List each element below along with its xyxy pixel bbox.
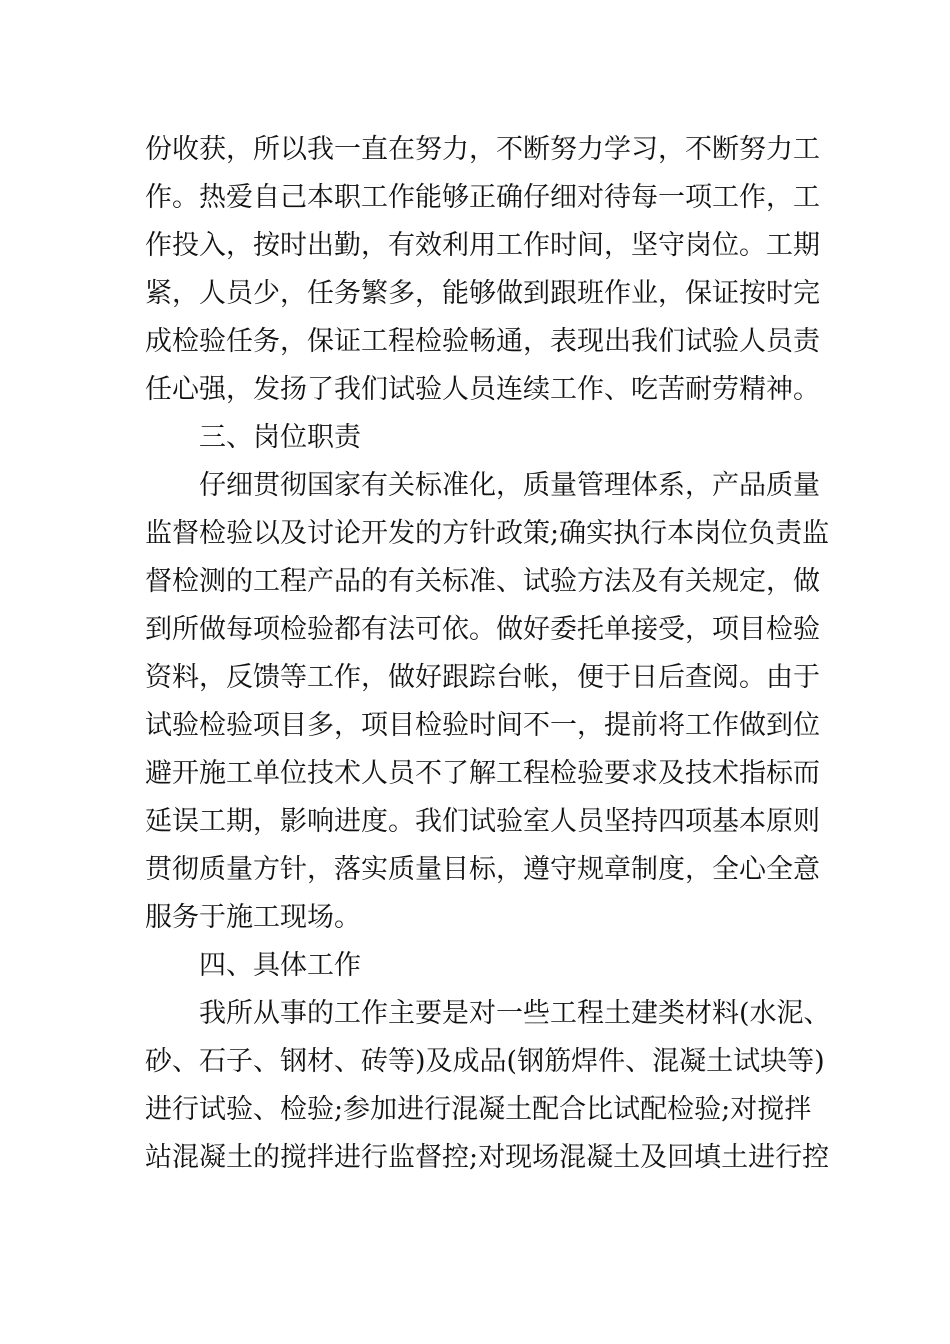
paragraph-2-line-6: 试验检验项目多，项目检验时间不一，提前将工作做到位 [145, 710, 820, 741]
paragraph-1-line-1: 份收获，所以我一直在努力，不断努力学习，不断努力工 [145, 134, 820, 165]
paragraph-3-line-2: 砂、石子、钢材、砖等)及成品(钢筋焊件、混凝土试块等) [145, 1046, 825, 1077]
paragraph-2-line-1: 仔细贯彻国家有关标准化，质量管理体系，产品质量 [199, 470, 820, 501]
paragraph-2-line-2: 监督检验以及讨论开发的方针政策;确实执行本岗位负责监 [145, 518, 830, 549]
paragraph-2-line-10: 服务于施工现场。 [145, 902, 361, 933]
paragraph-2-line-3: 督检测的工程产品的有关标准、试验方法及有关规定，做 [145, 566, 820, 597]
section-heading-3: 三、岗位职责 [199, 422, 361, 453]
paragraph-3-line-4: 站混凝土的搅拌进行监督控;对现场混凝土及回填土进行控 [145, 1142, 830, 1173]
paragraph-3-line-3: 进行试验、检验;参加进行混凝土配合比试配检验;对搅拌 [145, 1094, 812, 1125]
paragraph-2-line-4: 到所做每项检验都有法可依。做好委托单接受，项目检验 [145, 614, 820, 645]
paragraph-1-line-6: 任心强，发扬了我们试验人员连续工作、吃苦耐劳精神。 [145, 374, 820, 405]
paragraph-2-line-5: 资料，反馈等工作，做好跟踪台帐，便于日后查阅。由于 [145, 662, 820, 693]
paragraph-3-line-1: 我所从事的工作主要是对一些工程土建类材料(水泥、 [199, 998, 831, 1029]
paragraph-2-line-9: 贯彻质量方针，落实质量目标，遵守规章制度，全心全意 [145, 854, 820, 885]
paragraph-1-line-5: 成检验任务，保证工程检验畅通，表现出我们试验人员责 [145, 326, 820, 357]
paragraph-1-line-4: 紧，人员少，任务繁多，能够做到跟班作业，保证按时完 [145, 278, 820, 309]
paragraph-2-line-8: 延误工期，影响进度。我们试验室人员坚持四项基本原则 [145, 806, 820, 837]
paragraph-1-line-2: 作。热爱自己本职工作能够正确仔细对待每一项工作，工 [145, 182, 820, 213]
paragraph-2-line-7: 避开施工单位技术人员不了解工程检验要求及技术指标而 [145, 758, 820, 789]
paragraph-1-line-3: 作投入，按时出勤，有效利用工作时间，坚守岗位。工期 [145, 230, 820, 261]
section-heading-4: 四、具体工作 [199, 950, 361, 981]
